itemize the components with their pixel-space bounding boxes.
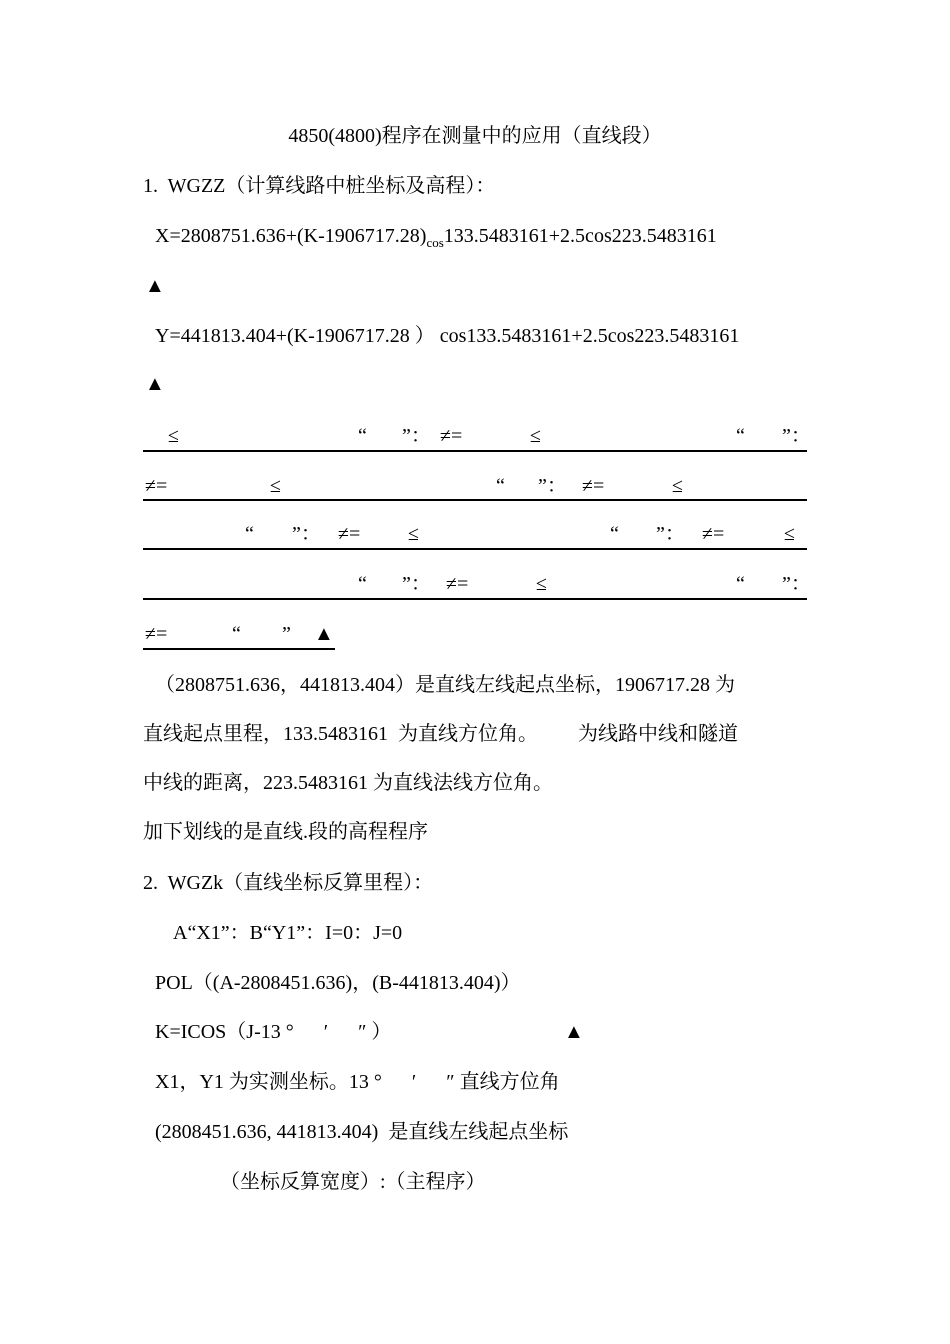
triangle-marker-4: ▲ [564, 1021, 584, 1043]
underline [143, 499, 807, 501]
explanation-line-1: （2808751.636，441813.404）是直线左线起点坐标，1906717.28 为 [155, 674, 735, 696]
elev-symbol: ≤ [168, 425, 179, 447]
program-note-2: (2808451.636, 441813.404) 是直线左线起点坐标 [155, 1121, 569, 1143]
elev-symbol: ≠= [338, 523, 361, 545]
x-formula [155, 224, 717, 248]
elev-symbol: “ [245, 523, 254, 545]
explanation-line-3: 中线的距离，223.5483161 为直线法线方位角。 [143, 772, 553, 794]
elev-symbol: ≠= [446, 573, 469, 595]
elev-symbol: ≠= [440, 425, 463, 447]
elev-symbol: ”： [782, 425, 811, 447]
program-line-2: POL（(A-2808451.636)，(B-441813.404)） [155, 972, 521, 994]
elev-symbol: ” [282, 623, 291, 645]
elev-symbol: ”： [782, 573, 811, 595]
program-note-3: （坐标反算宽度）:（主程序） [220, 1171, 486, 1193]
underline [143, 648, 335, 650]
underline [143, 548, 807, 550]
elev-symbol: ≠= [145, 475, 168, 497]
elev-symbol: ≤ [408, 523, 419, 545]
section-2-heading: 2. WGZk（直线坐标反算里程）： [143, 872, 434, 894]
explanation-line-2: 直线起点里程，133.5483161 为直线方位角。 为线路中线和隧道 [143, 723, 738, 745]
program-line-1: A“X1”：B“Y1”：I=0：J=0 [173, 922, 403, 944]
elev-symbol: “ [232, 623, 241, 645]
triangle-marker-1: ▲ [145, 275, 165, 297]
elev-symbol: ”： [402, 425, 431, 447]
elev-symbol: ≤ [530, 425, 541, 447]
elev-symbol: ≠= [145, 623, 168, 645]
elev-symbol: “ [736, 573, 745, 595]
program-note-1: X1，Y1 为实测坐标。13 ° ′ ″ 直线方位角 [155, 1071, 560, 1093]
elev-symbol: ≤ [784, 523, 795, 545]
x-formula-main: X=2808751.636+(K-1906717.28) [155, 225, 427, 247]
elev-symbol: “ [610, 523, 619, 545]
elev-symbol: ”： [292, 523, 321, 545]
program-line-3: K=ICOS（J-13 ° ′ ″ ） [155, 1021, 392, 1043]
elev-symbol: ≠= [702, 523, 725, 545]
elev-symbol: ≤ [270, 475, 281, 497]
elev-symbol: “ [358, 573, 367, 595]
x-formula-tail: 133.5483161+2.5cos223.5483161 [443, 225, 717, 247]
elev-symbol: “ [358, 425, 367, 447]
triangle-marker-2: ▲ [145, 373, 165, 395]
elev-symbol: ”： [656, 523, 685, 545]
elev-symbol: “ [736, 425, 745, 447]
triangle-marker-3: ▲ [314, 623, 334, 645]
x-formula-subscript: cos [426, 235, 444, 250]
elev-symbol: ≠= [582, 475, 605, 497]
underline [143, 598, 807, 600]
elev-symbol: ≤ [672, 475, 683, 497]
explanation-line-4: 加下划线的是直线.段的高程程序 [143, 821, 428, 843]
elev-symbol: ”： [538, 475, 567, 497]
underline [143, 450, 807, 452]
elev-symbol: “ [496, 475, 505, 497]
section-1-heading: 1. WGZZ（计算线路中桩坐标及高程）： [143, 175, 496, 197]
y-formula: Y=441813.404+(K-1906717.28 ） cos133.5483161+2.5cos223.5483161 [155, 325, 740, 347]
elev-symbol: ”： [402, 573, 431, 595]
elev-symbol: ≤ [536, 573, 547, 595]
page-title: 4850(4800)程序在测量中的应用（直线段） [288, 125, 662, 147]
